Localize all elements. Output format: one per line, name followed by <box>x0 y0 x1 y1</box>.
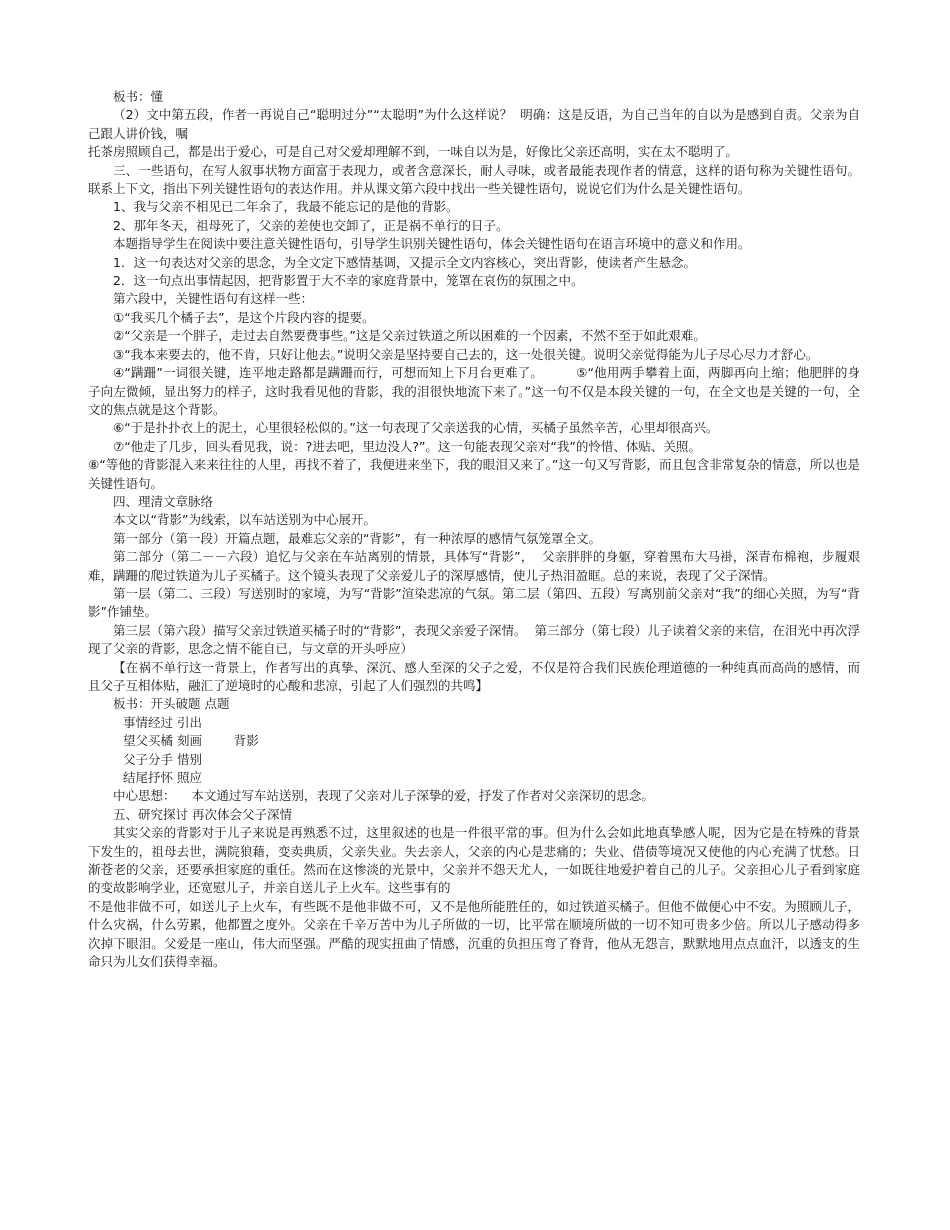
paragraph: 托茶房照顾自己，都是出于爱心，可是自己对父爱却理解不到，一味自以为是，好像比父亲还高明，实在太不聪明了。 <box>88 144 739 160</box>
paragraph: 第六段中，关键性语句有这样一些： <box>113 291 314 307</box>
paragraph: ⑦“他走了几步，回头看见我，说：?进去吧，里边没人?”。这一句能表现父亲对“我”的怜惜、体贴、关照。 <box>113 438 701 454</box>
paragraph: 事情经过 引出 <box>123 714 202 730</box>
paragraph: 五、研究探讨 再次体会父子深情 <box>113 806 292 822</box>
paragraph: ⑧“等他的背影混入来来往往的人里，再找不着了，我便进来坐下，我的眼泪又来了。”这一句又写背影，而且包含非常复杂的情意，所以也是关键性语句。 <box>88 457 860 491</box>
paragraph: 【在祸不单行这一背景上，作者写出的真挚、深沉、感人至深的父子之爱，不仅是符合我们民族伦理道德的一种纯真而高尚的感情，而且父子互相体贴，融汇了逆境时的心酸和悲凉，引起了人们强烈的共鸣】 <box>88 659 860 693</box>
paragraph: 板书：懂 <box>113 89 164 104</box>
paragraph: 不是他非做不可，如送儿子上火车，有些既不是他非做不可，又不是他所能胜任的，如过铁道买橘子。但他不做便心中不安。为照顾儿子，什么灾祸，什么劳累，他都置之度外。父亲在千辛万苦中为儿子所做的一切，比平常在顺境所做的一切不知可贵多少倍。所以儿子感动得多次掉下眼泪。父爱是一座山，伟大而坚强。严酷的现实扭曲了情感，沉重的负担压弯了脊背，他从无怨言，默默地用点点血汗，以透支的生命只为儿女们获得幸福。 <box>88 898 860 970</box>
paragraph: 板书：开头破题 点题 <box>113 696 230 712</box>
paragraph: 中心思想： 本文通过写车站送别，表现了父亲对儿子深挚的爱，抒发了作者对父亲深切的思念。 <box>113 788 654 804</box>
paragraph: 第三层（第六段）描写父亲过铁道买橘子时的“背影”，表现父亲爱子深情。 第三部分（第七段）儿子读着父亲的来信，在泪光中再次浮现了父亲的背影，思念之情不能自已，与文章的开头呼应） <box>88 622 860 657</box>
paragraph: 第一层（第二、三段）写送别时的家境，为写“背影”渲染悲凉的气氛。第二层（第四、五段）写离别前父亲对“我”的细心关照，为写“背影”作铺垫。 <box>88 585 860 620</box>
paragraph: 本题指导学生在阅读中要注意关键性语句，引导学生识别关键性语句，体会关键性语句在语言环境中的意义和作用。 <box>113 236 751 252</box>
paragraph: 结尾抒怀 照应 <box>123 770 202 786</box>
paragraph: 三、一些语句，在写人叙事状物方面富于表现力，或者含意深长，耐人寻味，或者最能表现作者的情意，这样的语句称为关键性语句。联系上下文，指出下列关键性语句的表达作用。并从课文第六段中找出一些关键性语句，说说它们为什么是关键性语句。 <box>88 162 860 197</box>
paragraph: 本文以“背影”为线索，以车站送别为中心展开。 <box>113 512 376 528</box>
paragraph: 其实父亲的背影对于儿子来说是再熟悉不过，这里叙述的也是一件很平常的事。但为什么会如此地真挚感人呢，因为它是在特殊的背景下发生的，祖母去世，满院狼藉，变卖典质，父亲失业。失去亲人，父亲的内心是悲痛的；失业、借债等境况又使他的内心充满了忧愁。日渐苍老的父亲，还要承担家庭的重任。然而在这惨淡的光景中，父亲并不怨天尤人，一如既往地爱护着自己的儿子。父亲担心儿子看到家庭的变故影响学业，还宽慰儿子，并亲自送儿子上火车。这些事有的 <box>88 825 860 896</box>
paragraph: 1．这一句表达对父亲的思念，为全文定下感情基调，又提示全文内容核心，突出背影，使读者产生悬念。 <box>113 254 696 270</box>
paragraph: ④“蹒跚”一词很关键，连平地走路都是蹒跚而行，可想而知上下月台更难了。 ⑤“他用两手攀着上面，两脚再向上缩；他肥胖的身子向左微倾，显出努力的样子，这时我看见他的背影，我的泪很快地流下来了。”这一句不仅是本段关键的一句，在全文也是关键的一句，全文的焦点就是这个背影。 <box>88 365 860 417</box>
paragraph: 1、我与父亲不相见已二年余了，我最不能忘记的是他的背影。 <box>113 199 459 215</box>
paragraph: 第一部分（第一段）开篇点题，最难忘父亲的“背影”，有一种浓厚的感情气氛笼罩全文。 <box>113 530 601 546</box>
paragraph: ①“我买几个橘子去”，是这个片段内容的提要。 <box>113 309 375 325</box>
paragraph: （2）文中第五段，作者一再说自己“聪明过分”“太聪明”为什么这样说？ 明确：这是反语，为自己当年的自以为是感到自责。父亲为自己跟人讲价钱，嘱 <box>88 107 860 141</box>
paragraph: 第二部分（第二－－六段）追忆与父亲在车站离别的情景，具体写“背影”， 父亲胖胖的身躯，穿着黑布大马褂，深青布棉袍，步履艰难，蹒跚的爬过铁道为儿子买橘子。这个镜头表现了父亲爱儿子的深厚感情，使儿子热泪盈眶。总的来说，表现了父子深情。 <box>88 549 860 583</box>
paragraph: ②“父亲是一个胖子，走过去自然要费事些。”这是父亲过铁道之所以困难的一个因素，不然不至于如此艰难。 <box>113 328 706 344</box>
paragraph: 四、理清文章脉络 <box>113 493 214 509</box>
paragraph: ⑥“于是扑扑衣上的泥土，心里很轻松似的。”这一句表现了父亲送我的心情，买橘子虽然辛苦，心里却很高兴。 <box>113 420 719 436</box>
document-page <box>88 88 860 972</box>
paragraph: 父子分手 惜别 <box>123 751 202 767</box>
paragraph: ③“我本来要去的，他不肯，只好让他去。”说明父亲是坚持要自己去的，这一处很关键。说明父亲觉得能为儿子尽心尽力才舒心。 <box>113 346 819 362</box>
paragraph: 2、那年冬天，祖母死了，父亲的差使也交卸了，正是祸不单行的日子。 <box>113 217 509 233</box>
paragraph: 望父买橘 刻画 背影 <box>123 733 259 749</box>
paragraph: 2．这一句点出事情起因，把背影置于大不幸的家庭背景中，笼罩在哀伤的氛围之中。 <box>113 273 584 289</box>
